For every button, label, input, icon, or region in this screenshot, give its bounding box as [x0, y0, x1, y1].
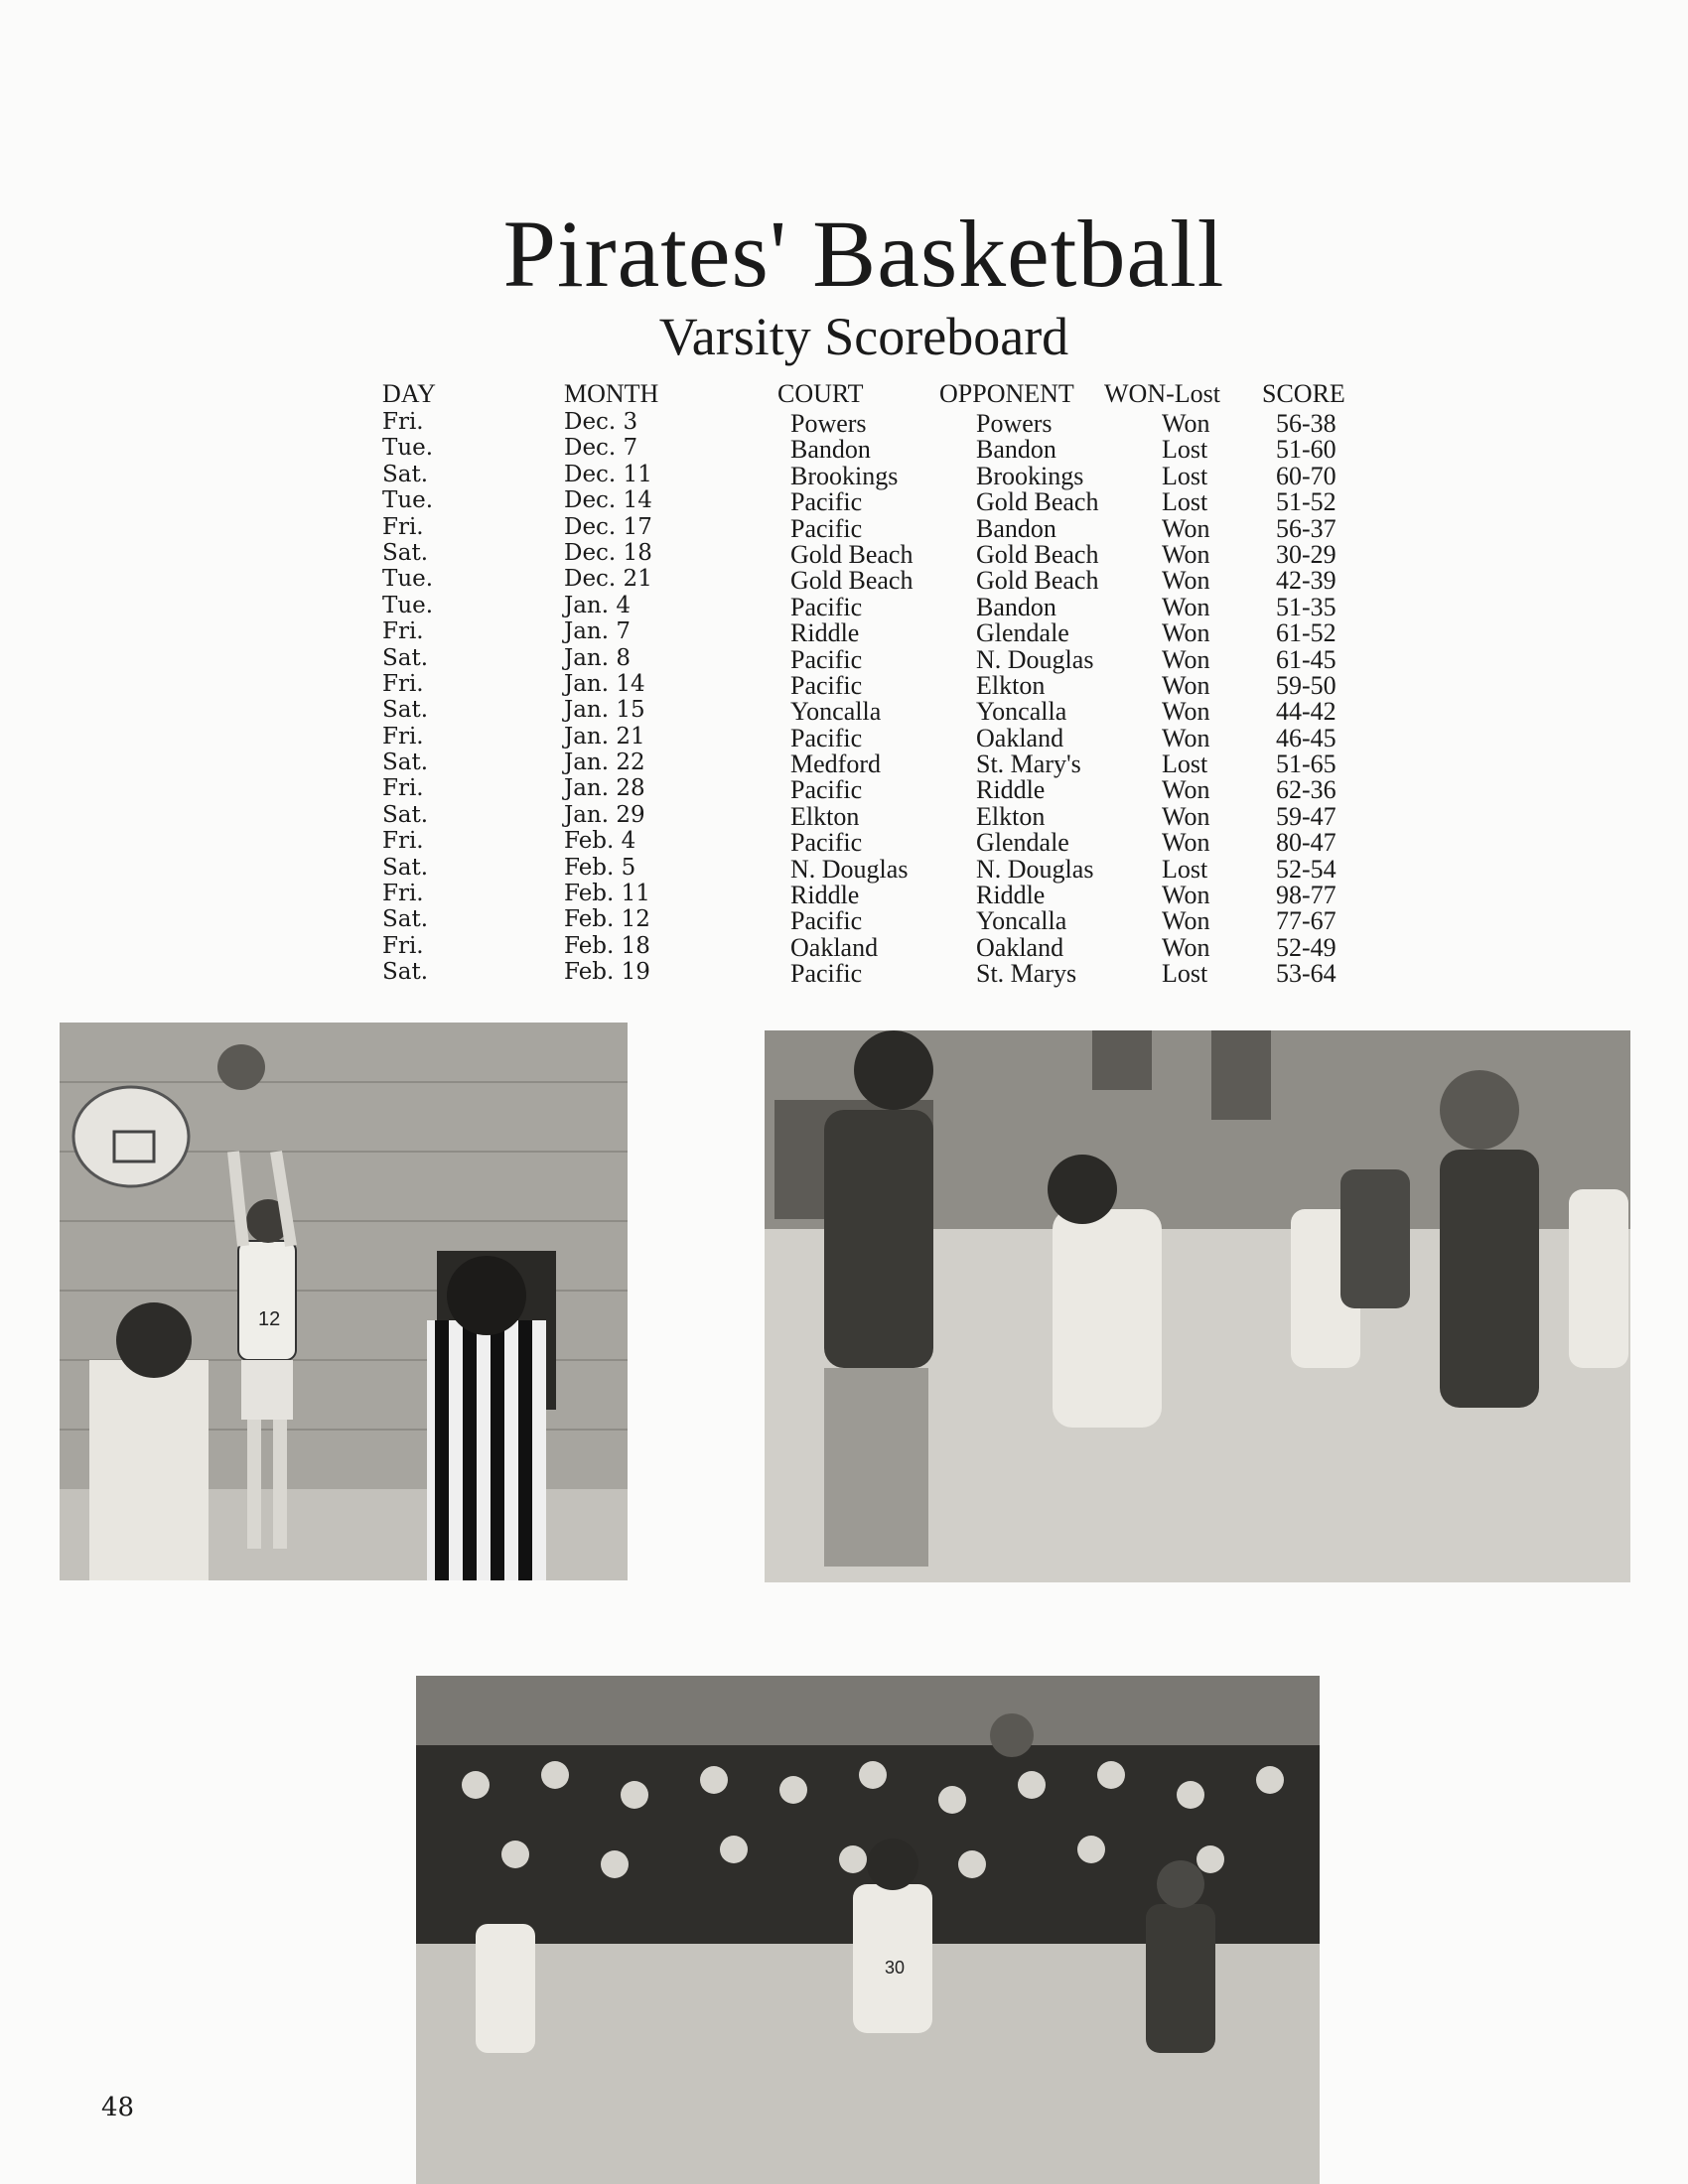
cell-score: 53-64	[1276, 959, 1336, 989]
cell-month: Jan. 28	[564, 775, 645, 802]
cell-day: Sat.	[382, 750, 429, 776]
cell-result: Won	[1162, 775, 1210, 805]
cell-day: Fri.	[382, 409, 424, 435]
cell-month: Jan. 29	[564, 801, 645, 828]
table-row	[382, 697, 1375, 727]
cell-month: Dec. 14	[564, 487, 652, 514]
cell-opponent: Brookings	[976, 461, 1084, 490]
free-throw-photo-image	[60, 1023, 628, 1580]
table-row	[382, 487, 1375, 517]
table-row	[382, 801, 1375, 831]
table-row	[382, 959, 1375, 989]
cell-score: 60-70	[1276, 461, 1336, 490]
cell-court: Gold Beach	[790, 566, 914, 596]
page-number: 48	[101, 2093, 135, 2122]
cell-score: 52-54	[1276, 854, 1336, 884]
table-row	[382, 618, 1375, 648]
cell-court: Pacific	[790, 513, 863, 543]
table-row	[382, 513, 1375, 543]
cell-day: Sat.	[382, 906, 429, 933]
cell-month: Dec. 11	[564, 461, 652, 487]
cell-score: 98-77	[1276, 881, 1336, 910]
cell-court: Pacific	[790, 644, 863, 674]
scoreboard-table	[382, 379, 1375, 989]
header-day: DAY	[382, 379, 436, 408]
cell-opponent: Yoncalla	[976, 906, 1067, 936]
cell-month: Dec. 18	[564, 539, 652, 566]
cell-score: 61-52	[1276, 618, 1336, 648]
cell-opponent: Oakland	[976, 932, 1064, 962]
table-row	[382, 828, 1375, 858]
page-subtitle: Varsity Scoreboard	[658, 307, 1069, 366]
table-row	[382, 775, 1375, 805]
table-row	[382, 409, 1375, 438]
header-score: SCORE	[1262, 379, 1345, 408]
cell-day: Fri.	[382, 881, 424, 907]
cell-day: Fri.	[382, 618, 424, 645]
jersey-number-30: 30	[885, 1958, 906, 1978]
cell-court: Pacific	[790, 723, 863, 752]
table-row	[382, 435, 1375, 465]
cell-result: Won	[1162, 906, 1210, 936]
cell-opponent: Bandon	[976, 435, 1056, 465]
header-result: WON-Lost	[1104, 379, 1220, 408]
cell-day: Sat.	[382, 461, 429, 487]
cell-score: 51-35	[1276, 592, 1336, 621]
cell-court: Elkton	[790, 801, 860, 831]
cell-opponent: Yoncalla	[976, 697, 1067, 727]
cell-score: 51-65	[1276, 750, 1336, 779]
cell-court: Bandon	[790, 435, 871, 465]
cell-court: Riddle	[790, 618, 860, 648]
header-court: COURT	[777, 379, 864, 408]
cell-month: Feb. 11	[564, 881, 650, 907]
cell-day: Tue.	[382, 435, 434, 462]
table-row	[382, 724, 1375, 750]
cell-score: 59-50	[1276, 670, 1336, 700]
cell-court: Yoncalla	[790, 697, 882, 727]
cell-court: Powers	[790, 409, 867, 438]
cell-score: 62-36	[1276, 775, 1336, 805]
cell-result: Lost	[1162, 854, 1208, 884]
cell-opponent: St. Marys	[976, 959, 1077, 989]
cell-result: Won	[1162, 932, 1210, 962]
cell-score: 44-42	[1276, 697, 1336, 727]
table-row	[382, 539, 1375, 569]
table-row	[382, 461, 1375, 490]
cell-opponent: Riddle	[976, 881, 1046, 910]
cell-month: Jan. 4	[564, 592, 632, 618]
cell-opponent: N. Douglas	[976, 854, 1094, 884]
scoreboard-rows	[382, 409, 1375, 989]
cell-day: Fri.	[382, 828, 424, 855]
game-action-photo-image	[765, 1030, 1630, 1582]
cell-opponent: Riddle	[976, 775, 1046, 805]
cell-opponent: Elkton	[976, 801, 1046, 831]
table-row	[382, 644, 1375, 674]
cell-court: Riddle	[790, 881, 860, 910]
cell-score: 56-38	[1276, 409, 1336, 438]
cell-month: Feb. 5	[564, 854, 636, 881]
cell-month: Dec. 21	[564, 566, 652, 593]
cell-day: Fri.	[382, 670, 424, 697]
cell-court: Brookings	[790, 461, 899, 490]
cell-day: Tue.	[382, 566, 434, 593]
cell-day: Fri.	[382, 775, 424, 802]
cell-day: Sat.	[382, 854, 429, 881]
cell-opponent: N. Douglas	[976, 644, 1094, 674]
cell-score: 61-45	[1276, 644, 1336, 674]
cell-score: 30-29	[1276, 539, 1336, 569]
cell-result: Won	[1162, 881, 1210, 910]
table-row	[382, 670, 1375, 700]
cell-result: Won	[1162, 801, 1210, 831]
header-month: MONTH	[564, 379, 659, 408]
cell-month: Dec. 17	[564, 513, 652, 540]
photo-game-action	[765, 1030, 1630, 1582]
cell-day: Sat.	[382, 539, 429, 566]
cell-score: 46-45	[1276, 723, 1336, 752]
cell-court: Pacific	[790, 906, 863, 936]
cell-day: Fri.	[382, 513, 424, 540]
cell-day: Sat.	[382, 697, 429, 724]
cell-month: Jan. 22	[564, 750, 645, 776]
cell-opponent: Powers	[976, 409, 1053, 438]
cell-month: Jan. 14	[564, 670, 645, 697]
cell-month: Jan. 7	[564, 618, 632, 645]
cell-score: 42-39	[1276, 566, 1336, 596]
cell-result: Lost	[1162, 461, 1208, 490]
table-row	[382, 750, 1375, 779]
cell-score: 51-60	[1276, 435, 1336, 465]
photo-free-throw	[60, 1023, 628, 1580]
passing-photo-image	[416, 1676, 1320, 2184]
cell-day: Tue.	[382, 592, 434, 618]
cell-opponent: Glendale	[976, 618, 1069, 648]
cell-day: Sat.	[382, 644, 429, 671]
table-row	[382, 932, 1375, 962]
cell-score: 52-49	[1276, 932, 1336, 962]
table-row	[382, 592, 1375, 621]
jersey-number-12: 12	[258, 1308, 281, 1330]
cell-court: N. Douglas	[790, 854, 909, 884]
table-row	[382, 881, 1375, 910]
table-row	[382, 906, 1375, 936]
cell-opponent: Elkton	[976, 670, 1046, 700]
cell-day: Sat.	[382, 801, 429, 828]
cell-court: Pacific	[790, 775, 863, 805]
cell-month: Feb. 19	[564, 959, 650, 986]
cell-court: Pacific	[790, 828, 863, 858]
cell-opponent: Gold Beach	[976, 566, 1099, 596]
cell-day: Tue.	[382, 487, 434, 514]
cell-result: Lost	[1162, 750, 1208, 779]
cell-result: Lost	[1162, 959, 1208, 989]
cell-day: Fri.	[382, 932, 424, 959]
cell-month: Feb. 12	[564, 906, 650, 933]
cell-result: Won	[1162, 592, 1210, 621]
cell-month: Jan. 21	[564, 723, 645, 750]
cell-month: Feb. 18	[564, 932, 650, 959]
cell-score: 51-52	[1276, 487, 1336, 517]
cell-court: Pacific	[790, 487, 863, 517]
cell-score: 80-47	[1276, 828, 1336, 858]
cell-month: Dec. 7	[564, 435, 638, 462]
cell-result: Won	[1162, 566, 1210, 596]
cell-month: Feb. 4	[564, 828, 636, 855]
cell-court: Pacific	[790, 959, 863, 989]
cell-opponent: Bandon	[976, 513, 1056, 543]
cell-month: Jan. 8	[564, 644, 632, 671]
cell-court: Pacific	[790, 670, 863, 700]
scoreboard-header	[382, 379, 1375, 409]
cell-result: Won	[1162, 828, 1210, 858]
cell-court: Gold Beach	[790, 539, 914, 569]
cell-court: Medford	[790, 750, 881, 779]
table-row	[382, 566, 1375, 596]
cell-score: 59-47	[1276, 801, 1336, 831]
cell-month: Dec. 3	[564, 409, 638, 435]
table-row	[382, 854, 1375, 884]
cell-opponent: Oakland	[976, 723, 1064, 752]
cell-court: Pacific	[790, 592, 863, 621]
cell-day: Fri.	[382, 723, 424, 750]
cell-result: Won	[1162, 618, 1210, 648]
header-opponent: OPPONENT	[939, 379, 1074, 408]
cell-score: 77-67	[1276, 906, 1336, 936]
cell-opponent: Bandon	[976, 592, 1056, 621]
cell-result: Won	[1162, 409, 1210, 438]
cell-result: Won	[1162, 723, 1210, 752]
cell-score: 56-37	[1276, 513, 1336, 543]
cell-result: Won	[1162, 697, 1210, 727]
cell-opponent: Glendale	[976, 828, 1069, 858]
cell-day: Sat.	[382, 959, 429, 986]
cell-result: Won	[1162, 644, 1210, 674]
cell-result: Won	[1162, 513, 1210, 543]
cell-opponent: St. Mary's	[976, 750, 1081, 779]
page-title: Pirates' Basketball	[502, 201, 1225, 307]
photo-passing	[416, 1676, 1320, 2184]
cell-court: Oakland	[790, 932, 879, 962]
cell-opponent: Gold Beach	[976, 487, 1099, 517]
cell-month: Jan. 15	[564, 697, 645, 724]
cell-result: Won	[1162, 539, 1210, 569]
cell-opponent: Gold Beach	[976, 539, 1099, 569]
cell-result: Lost	[1162, 435, 1208, 465]
cell-result: Won	[1162, 670, 1210, 700]
cell-result: Lost	[1162, 487, 1208, 517]
